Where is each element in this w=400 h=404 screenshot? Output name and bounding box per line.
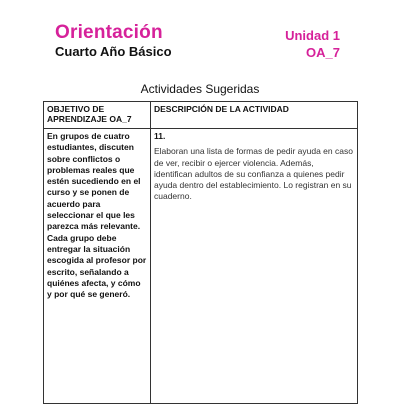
table-row (44, 129, 358, 404)
description-column-header: DESCRIPCIÓN DE LA ACTIVIDAD (151, 102, 358, 129)
activity-number: 11. (154, 131, 166, 141)
objective-cell: En grupos de cuatro estudiantes, discuten sobre conflictos o problemas reales que estén sucediendo en el curso y se ponen de acuerdo para seleccionar el que les parezca más relevante. Cada grupo debe entregar la situación escogida al profesor por escrito, señalando a quiénes afecta, y cómo y por qué se generó. (44, 129, 151, 404)
grade-label: Cuarto Año Básico (55, 44, 172, 59)
table-header-row (44, 102, 358, 129)
unit-label: Unidad 1 (285, 28, 340, 43)
oa-label: OA_7 (306, 45, 340, 60)
subject-title: Orientación (55, 22, 163, 43)
activity-description: Elaboran una lista de formas de pedir ayuda en caso de ver, recibir o ejercer violencia. Además, identifican adultos de su confianza a quienes pedir ayuda dentro del establecimiento. Lo registran en su cuaderno. (154, 146, 353, 202)
description-cell (151, 129, 358, 404)
activities-table (43, 101, 358, 404)
objective-column-header: OBJETIVO DE APRENDIZAJE OA_7 (44, 102, 151, 129)
section-title: Actividades Sugeridas (140, 82, 260, 96)
